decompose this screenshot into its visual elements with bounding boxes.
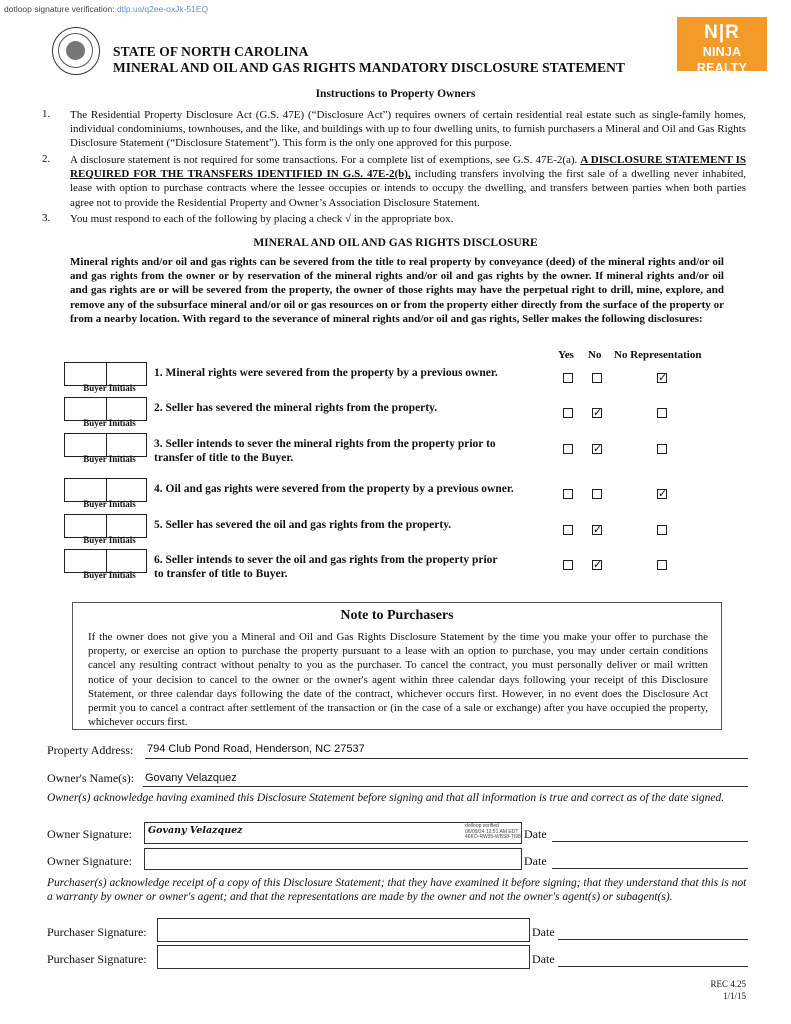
owners-name-line	[143, 786, 748, 787]
owner-date-label: Date	[524, 827, 547, 841]
dotloop-verification	[4, 4, 208, 14]
buyer-initials-label: Buyer Initials	[83, 383, 136, 393]
question-1-norep-checkbox[interactable]: ✓	[658, 371, 668, 384]
question-2-norep-checkbox[interactable]	[657, 408, 667, 418]
logo-name: NINJA REALTY	[696, 45, 748, 75]
buyer-initials-label: Buyer Initials	[83, 454, 136, 464]
purchaser-signature-field[interactable]	[157, 918, 530, 942]
question-4-text	[154, 482, 554, 496]
buyer-initials-label: Buyer Initials	[83, 418, 136, 428]
question-line: to transfer of title to Buyer.	[154, 568, 288, 580]
purchaser-date-label: Date	[532, 952, 555, 966]
question-line: 1. Mineral rights were severed from the property by a previous owner.	[154, 367, 498, 379]
owner-signature-label: Owner Signature:	[47, 854, 132, 868]
owner-signature-label: Owner Signature:	[47, 827, 132, 841]
question-5-no-checkbox[interactable]: ✓	[593, 523, 603, 536]
question-line: 2. Seller has severed the mineral rights from the property.	[154, 402, 438, 414]
question-2-no-checkbox[interactable]: ✓	[593, 406, 603, 419]
purchaser-date-label: Date	[532, 925, 555, 939]
question-6-norep-checkbox[interactable]	[657, 560, 667, 570]
question-line: 6. Seller intends to sever the oil and gas rights from the property prior	[154, 554, 498, 566]
dotloop-verified-stamp	[465, 824, 521, 841]
verification-label: dotloop signature verification:	[4, 4, 115, 14]
note-body: If the owner does not give you a Mineral and Oil and Gas Rights Disclosure Statement by the time you make your offer to purchase the property, or exercise an option to purchase the property pursuant to a lease with an option to purchase, you may under certain conditions cancel any resulting contract without penalty to you as the purchaser. To cancel the contract, you must personally deliver or mail written notice of your decision to cancel to the owner or the owner's agent within three calendar days following your receipt of this Disclosure Statement, or three calendar days following the date of the contract, whichever occurs first. However, in no event does the Disclosure Act permit you to cancel a contract after settlement of the transaction or (in the case of a sale or exchange) after you have occupied the property, whichever occurs first.	[88, 631, 708, 729]
question-6-text	[154, 553, 554, 581]
buyer-initials-label: Buyer Initials	[83, 535, 136, 545]
owner-signature-value: Govany Velazquez	[148, 825, 243, 836]
purchaser-acknowledgement: Purchaser(s) acknowledge receipt of a copy of this Disclosure Statement; that they have examined it before signing; that they understand that this is not a warranty by owner or owner's agent; and that the representations are made by the owner and not the owner's agent(s) or subagent(s).	[47, 877, 747, 903]
verified-line: 46KO-RW95-WBS8-TI98	[465, 834, 521, 841]
owner-date-label: Date	[524, 854, 547, 868]
property-address-label: Property Address:	[47, 743, 134, 757]
question-1-yes-checkbox[interactable]	[563, 373, 573, 383]
form-title: MINERAL AND OIL AND GAS RIGHTS MANDATORY DISCLOSURE STATEMENT	[113, 60, 625, 75]
purchaser-date-line[interactable]	[558, 966, 748, 967]
state-title: STATE OF NORTH CAROLINA	[113, 44, 309, 59]
note-to-purchasers	[72, 602, 722, 730]
question-3-norep-checkbox[interactable]	[657, 444, 667, 454]
verified-line: dotloop verified	[465, 823, 499, 829]
owner-signature-field[interactable]	[144, 822, 522, 844]
purchaser-signature-label: Purchaser Signature:	[47, 952, 147, 966]
instruction-2-part-a: A disclosure statement is not required for some transactions. For a complete list of exemptions, see G.S. 47E-2(a).	[70, 154, 578, 166]
form-date: 1/1/15	[722, 991, 746, 1001]
owner-date-line[interactable]	[552, 868, 748, 869]
question-line: 3. Seller intends to sever the mineral rights from the property prior to	[154, 438, 496, 450]
column-no: No	[588, 349, 602, 361]
question-3-no-checkbox[interactable]: ✓	[593, 442, 603, 455]
instruction-number: 1.	[42, 108, 51, 120]
form-code: REC 4.25	[710, 979, 746, 989]
question-line: 5. Seller has severed the oil and gas rights from the property.	[154, 519, 452, 531]
question-4-norep-checkbox[interactable]: ✓	[658, 487, 668, 500]
property-address-value[interactable]: 794 Club Pond Road, Henderson, NC 27537	[147, 743, 365, 755]
column-no-representation: No Representation	[614, 349, 702, 361]
question-4-yes-checkbox[interactable]	[563, 489, 573, 499]
buyer-initials-label: Buyer Initials	[83, 499, 136, 509]
verified-line: 06/09/24 12:51 AM EDT	[465, 828, 519, 835]
question-line: transfer of title to the Buyer.	[154, 452, 294, 464]
column-yes: Yes	[558, 349, 574, 361]
instruction-2-required: A DISCLOSURE STATEMENT IS REQUIRED FOR THE TRANSFERS IDENTIFIED IN G.S. 47E-2(b),	[70, 154, 747, 181]
question-line: 4. Oil and gas rights were severed from the property by a previous owner.	[154, 483, 514, 495]
question-6-yes-checkbox[interactable]	[563, 560, 573, 570]
question-3-yes-checkbox[interactable]	[563, 444, 573, 454]
question-3-text	[154, 437, 554, 465]
ninja-realty-logo	[677, 17, 767, 75]
instruction-3: You must respond to each of the following by placing a check √ in the appropriate box.	[70, 213, 454, 225]
logo-mark: N|R	[704, 22, 740, 43]
property-address-line	[145, 758, 748, 759]
question-5-text	[154, 518, 554, 532]
buyer-initials-label: Buyer Initials	[83, 570, 136, 580]
purchaser-date-line[interactable]	[558, 939, 748, 940]
owner-date-line[interactable]	[552, 841, 748, 842]
purchaser-signature-label: Purchaser Signature:	[47, 925, 147, 939]
purchaser-signature-field-2[interactable]	[157, 945, 530, 969]
verification-link[interactable]: dtlp.us/q2ee-oxJk-51EQ	[116, 4, 209, 14]
mineral-heading: MINERAL AND OIL AND GAS RIGHTS DISCLOSURE	[253, 237, 538, 249]
owners-name-value[interactable]: Govany Velazquez	[145, 772, 237, 784]
question-1-no-checkbox[interactable]	[592, 373, 602, 383]
owner-acknowledgement: Owner(s) acknowledge having examined this Disclosure Statement before signing and that all information is true and correct as of the date signed.	[47, 792, 725, 804]
question-5-norep-checkbox[interactable]	[657, 525, 667, 535]
owners-name-label: Owner's Name(s):	[47, 771, 135, 785]
nc-real-estate-commission-seal-icon	[52, 27, 100, 75]
question-5-yes-checkbox[interactable]	[563, 525, 573, 535]
instruction-2-part-c: including transfers involving the first sale of a dwelling never inhabited, lease with option to purchase contracts where the lessee occupies or intends to occupy the dwelling, and transfers between parties when both parties agree not to provide the Residential Property and Owner’s Association Disclosure Statement.	[70, 168, 746, 209]
instruction-1: The Residential Property Disclosure Act (G.S. 47E) (“Disclosure Act”) requires owners of certain residential real estate such as single-family homes, individual condominiums, townhouses, and the like, and buildings with up to four dwelling units, to furnish purchasers a Mineral and Oil and Gas Rights Disclosure Statement (“Disclosure Statement”). This form is the only one approved for this purpose.	[70, 109, 746, 150]
mineral-intro: Mineral rights and/or oil and gas rights can be severed from the title to real property by conveyance (deed) of the mineral rights and/or oil and gas rights from the owner or by reservation of the mineral rights and/or oil and gas rights by the owner. If mineral rights and/or oil and gas rights are or will be severed from the property, the owner of those rights may have the perpetual right to drill, mine, explore, and remove any of the subsurface mineral and/or oil or gas resources on or from the property either directly from the surface of the property or from a nearby location. With regard to the severance of mineral rights and/or oil and gas rights, Seller makes the following disclosures:	[70, 256, 724, 325]
question-6-no-checkbox[interactable]: ✓	[593, 558, 603, 571]
question-2-yes-checkbox[interactable]	[563, 408, 573, 418]
instructions-heading: Instructions to Property Owners	[315, 88, 476, 100]
owner-signature-field-2[interactable]	[144, 848, 522, 870]
question-4-no-checkbox[interactable]	[592, 489, 602, 499]
question-1-text	[154, 366, 554, 380]
instruction-number: 3.	[42, 212, 51, 224]
question-2-text	[154, 401, 554, 415]
note-title: Note to Purchasers	[340, 608, 454, 623]
instruction-number: 2.	[42, 153, 51, 165]
instruction-2	[70, 153, 746, 210]
